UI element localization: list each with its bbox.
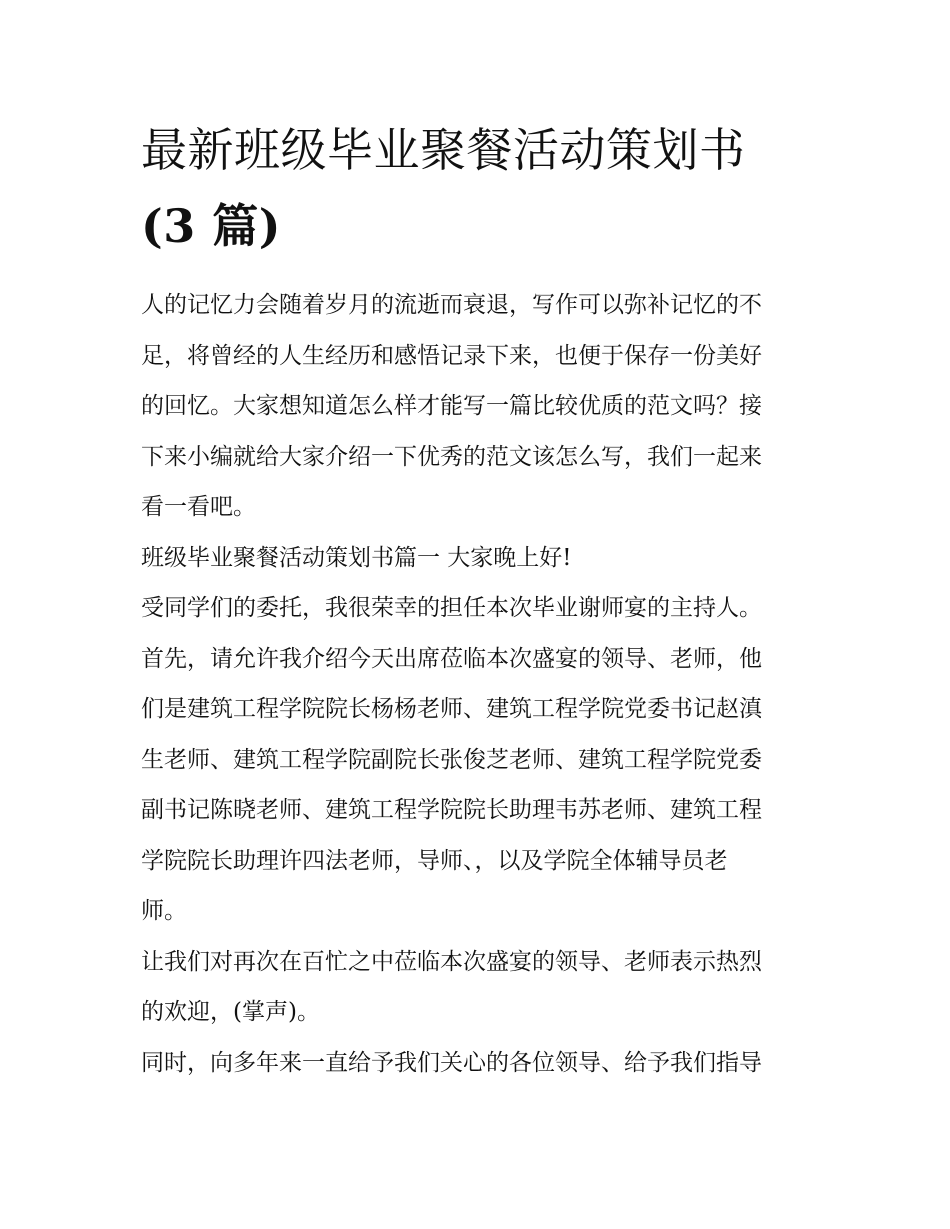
document-title (141, 112, 816, 264)
text-line: 的欢迎，(掌声)。 (141, 999, 320, 1025)
text-line: 们是建筑工程学院院长杨杨老师、建筑工程学院党委书记赵滇 (141, 696, 762, 722)
text-line: 看一看吧。 (141, 494, 256, 520)
text-line: 班级毕业聚餐活动策划书篇一 大家晚上好! (141, 544, 572, 571)
text-line: 学院院长助理许四法老师，导师、，以及学院全体辅导员老 (141, 847, 728, 874)
text-line: 首先，请允许我介绍今天出席莅临本次盛宴的领导、老师，他 (141, 645, 762, 672)
document-body (141, 280, 816, 1088)
paragraph-guests (141, 634, 816, 937)
text-line: 受同学们的委托，我很荣幸的担任本次毕业谢师宴的主持人。 (141, 595, 762, 621)
text-line: 下来小编就给大家介绍一下优秀的范文该怎么写，我们一起来 (141, 443, 762, 470)
text-line: 副书记陈晓老师、建筑工程学院院长助理韦苏老师、建筑工程 (141, 797, 762, 823)
paragraph-section-heading (141, 533, 816, 584)
title-line-1: 最新班级毕业聚餐活动策划书 (141, 123, 746, 177)
paragraph-intro (141, 280, 816, 533)
paragraph-host-intro (141, 583, 816, 634)
text-line: 人的记忆力会随着岁月的流逝而衰退，写作可以弥补记忆的不 (141, 292, 762, 318)
paragraph-thanks (141, 1038, 816, 1089)
text-line: 同时，向多年来一直给予我们关心的各位领导、给予我们指导 (141, 1049, 762, 1076)
paragraph-welcome (141, 937, 816, 1038)
document-page (141, 112, 816, 1088)
text-line: 足，将曾经的人生经历和感悟记录下来，也便于保存一份美好 (141, 342, 762, 369)
text-line: 生老师、建筑工程学院副院长张俊芝老师、建筑工程学院党委 (141, 746, 762, 773)
text-line: 让我们对再次在百忙之中莅临本次盛宴的领导、老师表示热烈 (141, 948, 762, 975)
text-line: 的回忆。大家想知道怎么样才能写一篇比较优质的范文吗？接 (141, 393, 762, 419)
text-line: 师。 (141, 898, 187, 924)
title-line-2: (3 篇) (141, 199, 282, 253)
